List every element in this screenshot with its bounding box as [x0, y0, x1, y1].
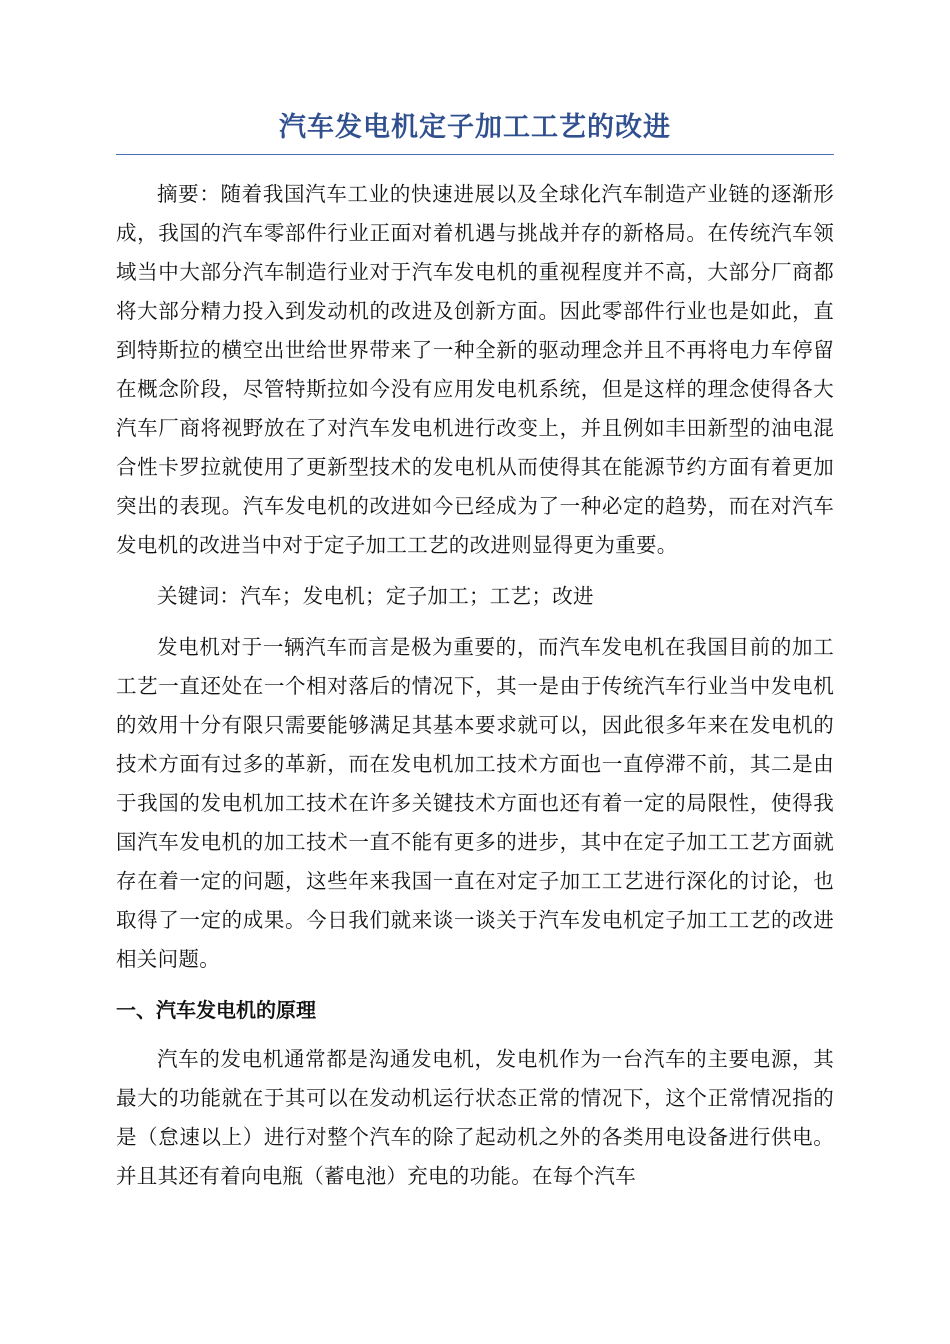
title-underline [116, 154, 834, 155]
section-heading-1: 一、汽车发电机的原理 [116, 998, 316, 1022]
document-title: 汽车发电机定子加工工艺的改进 [279, 112, 671, 143]
abstract-paragraph: 摘要：随着我国汽车工业的快速进展以及全球化汽车制造产业链的逐渐形成，我国的汽车零部件行业正面对着机遇与挑战并存的新格局。在传统汽车领域当中大部分汽车制造行业对于汽车发电机的重视程度并不高，大部分厂商都将大部分精力投入到发动机的改进及创新方面。因此零部件行业也是如此，直到特斯拉的横空出世给世界带来了一种全新的驱动理念并且不再将电力车停留在概念阶段，尽管特斯拉如今没有应用发电机系统，但是这样的理念使得各大汽车厂商将视野放在了对汽车发电机进行改变上，并且例如丰田新型的油电混合性卡罗拉就使用了更新型技术的发电机从而使得其在能源节约方面有着更加突出的表现。汽车发电机的改进如今已经成为了一种必定的趋势，而在对汽车发电机的改进当中对于定子加工工艺的改进则显得更为重要。 [116, 182, 834, 557]
keywords-paragraph: 关键词：汽车；发电机；定子加工；工艺；改进 [157, 584, 594, 608]
document-page [116, 108, 834, 1208]
section-1-paragraph: 汽车的发电机通常都是沟通发电机，发电机作为一台汽车的主要电源，其最大的功能就在于其可以在发动机运行状态正常的情况下，这个正常情况指的是（怠速以上）进行对整个汽车的除了起动机之外的各类用电设备进行供电。并且其还有着向电瓶（蓄电池）充电的功能。在每个汽车 [116, 1047, 834, 1188]
intro-paragraph: 发电机对于一辆汽车而言是极为重要的，而汽车发电机在我国目前的加工工艺一直还处在一个相对落后的情况下，其一是由于传统汽车行业当中发电机的效用十分有限只需要能够满足其基本要求就可以，因此很多年来在发电机的技术方面有过多的革新，而在发电机加工技术方面也一直停滞不前，其二是由于我国的发电机加工技术在许多关键技术方面也还有着一定的局限性，使得我国汽车发电机的加工技术一直不能有更多的进步，其中在定子加工工艺方面就存在着一定的问题，这些年来我国一直在对定子加工工艺进行深化的讨论，也取得了一定的成果。今日我们就来谈一谈关于汽车发电机定子加工工艺的改进相关问题。 [116, 635, 834, 971]
